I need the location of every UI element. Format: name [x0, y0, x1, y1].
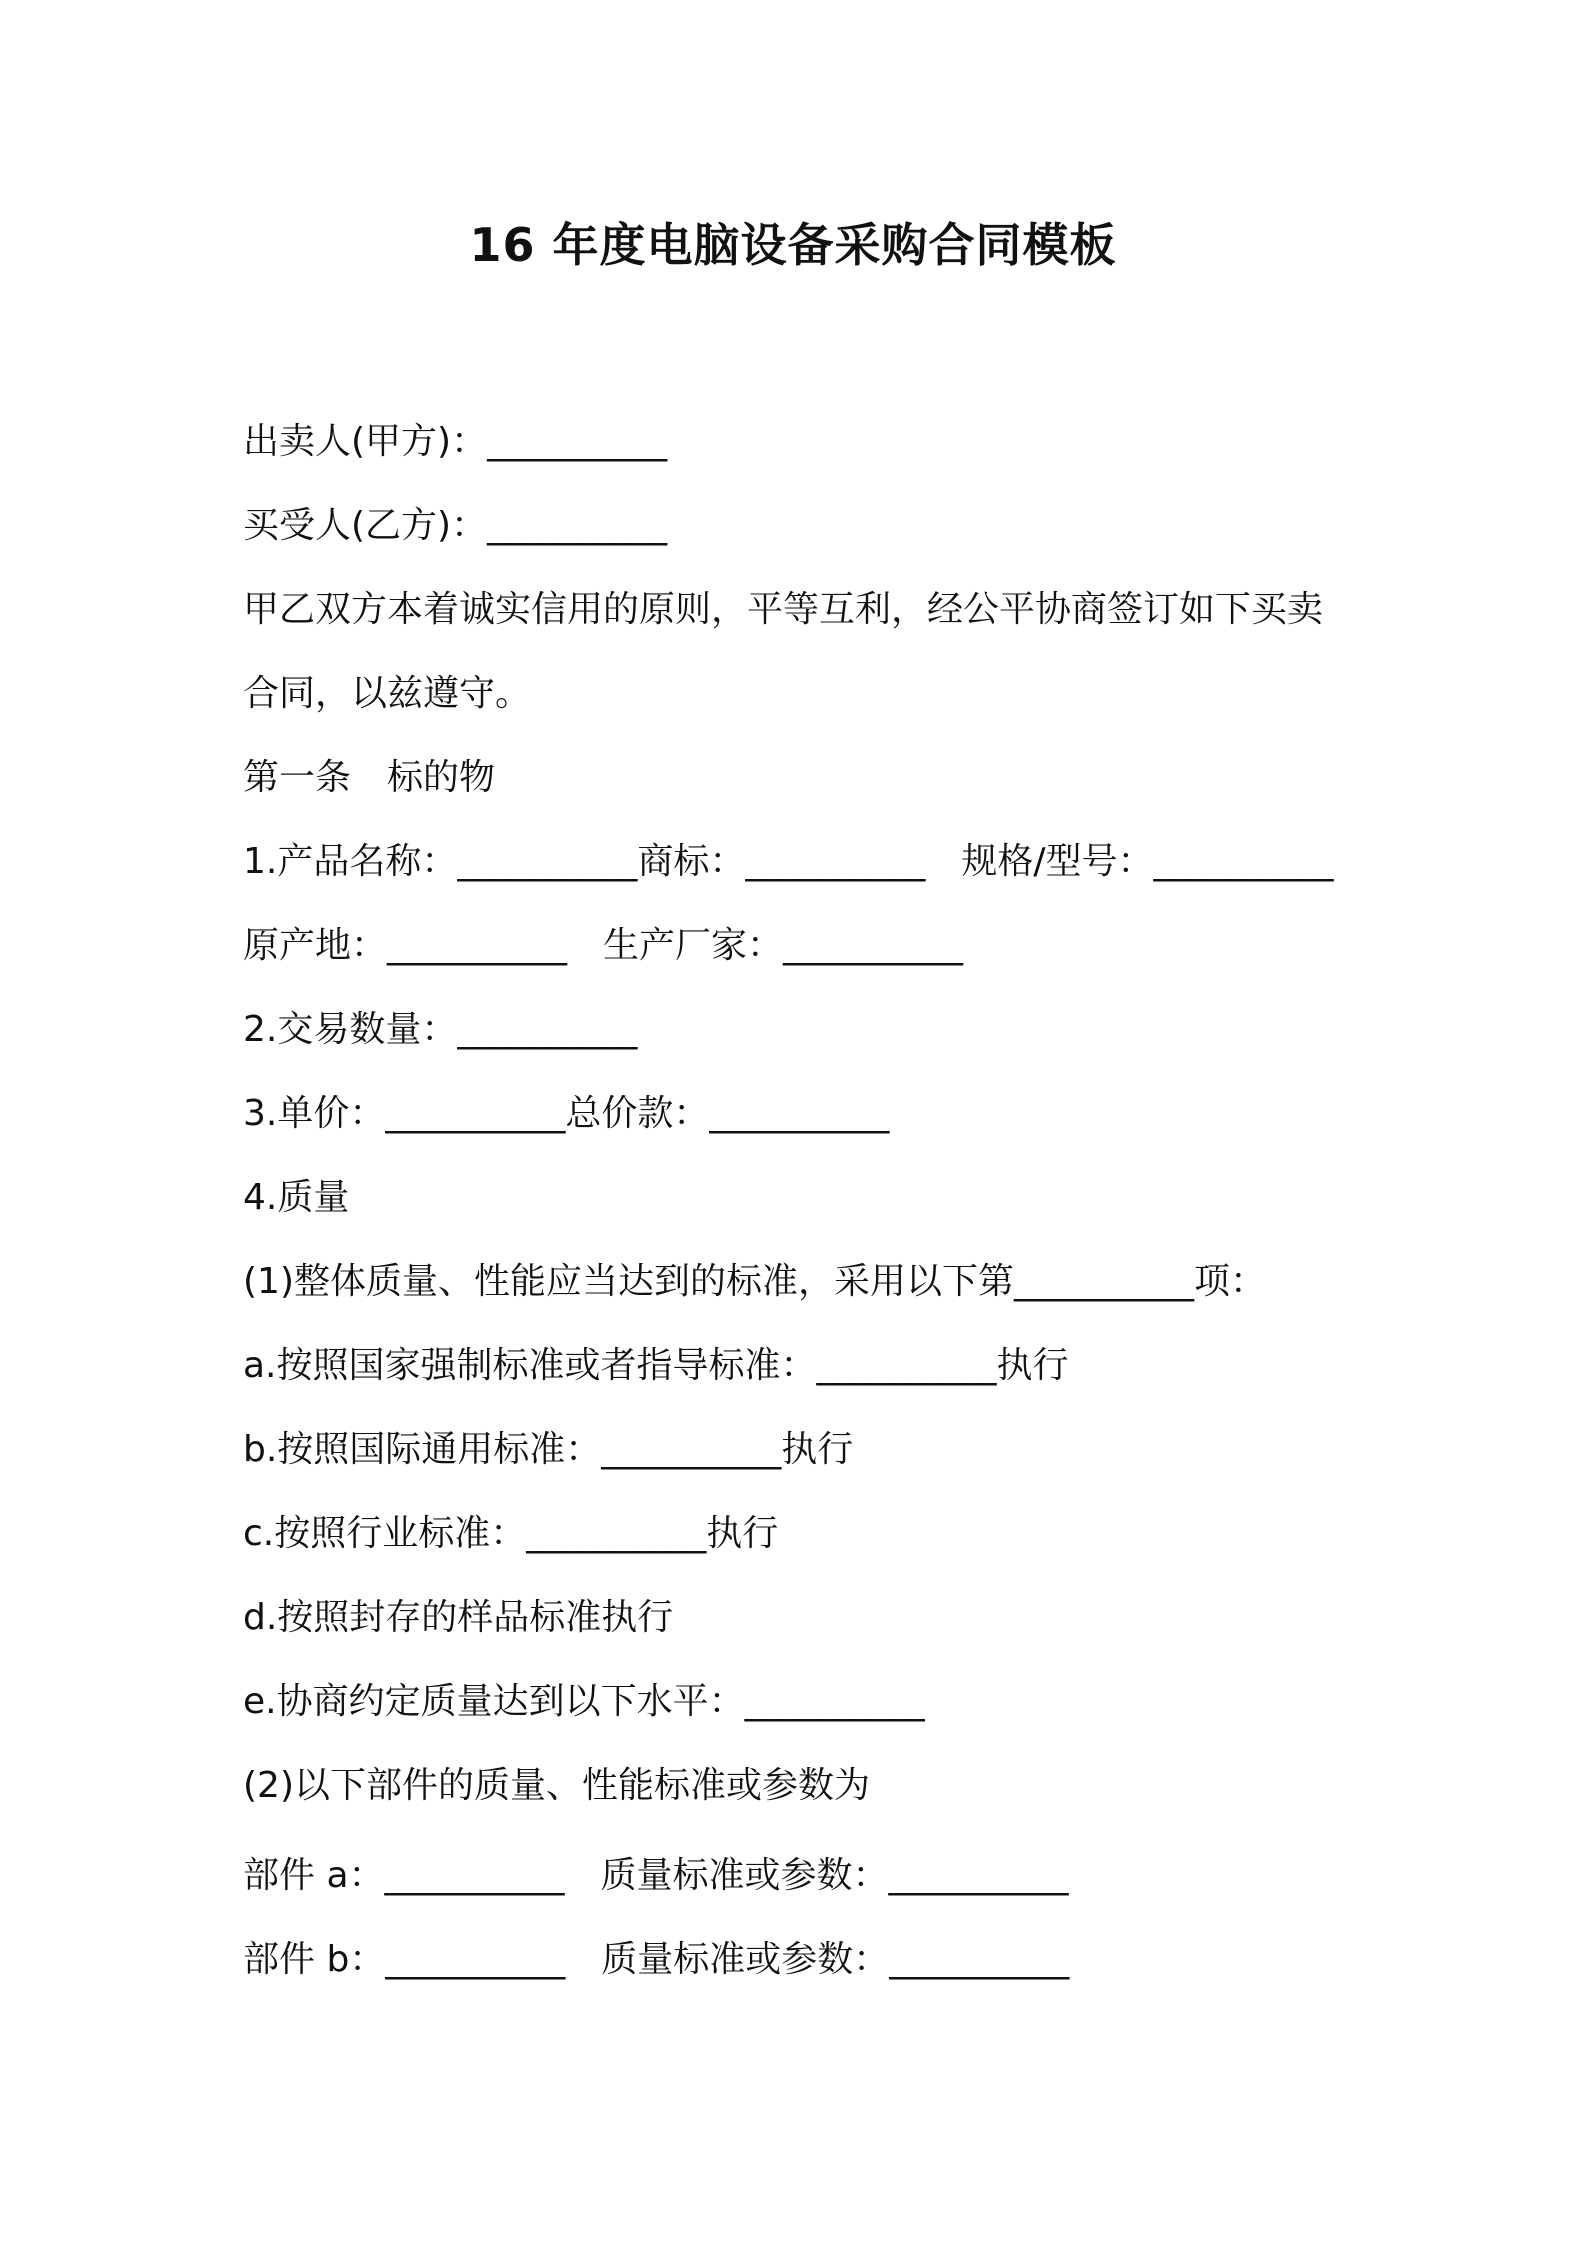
quality-standard-line: (1)整体质量、性能应当达到的标准，采用以下第__________项：	[243, 1261, 1266, 1302]
article-1-heading: 第一条 标的物	[243, 757, 496, 798]
preamble-line-2: 合同，以兹遵守。	[243, 673, 532, 714]
quality-option-b: b.按照国际通用标准：__________执行	[243, 1429, 854, 1470]
document-body	[243, 400, 1363, 2002]
product-name-line: 1.产品名称：__________商标：__________ 规格/型号：__________	[243, 841, 1334, 882]
document-title: 16 年度电脑设备采购合同模板	[469, 218, 1117, 272]
quality-option-a: a.按照国家强制标准或者指导标准：__________执行	[243, 1345, 1069, 1386]
origin-manufacturer-line: 原产地：__________ 生产厂家：__________	[243, 925, 964, 966]
seller-line: 出卖人(甲方)：__________	[243, 421, 668, 462]
component-a-line: 部件 a：__________ 质量标准或参数：__________	[243, 1855, 1069, 1896]
preamble-line-1: 甲乙双方本着诚实信用的原则，平等互利，经公平协商签订如下买卖	[243, 589, 1324, 630]
buyer-line: 买受人(乙方)：__________	[243, 505, 668, 546]
quality-option-c: c.按照行业标准：__________执行	[243, 1513, 779, 1554]
quality-option-e: e.协商约定质量达到以下水平：__________	[243, 1681, 925, 1722]
quality-option-d: d.按照封存的样品标准执行	[243, 1597, 674, 1638]
quantity-line: 2.交易数量：__________	[243, 1009, 638, 1050]
quality-heading: 4.质量	[243, 1177, 350, 1218]
component-b-line: 部件 b：__________ 质量标准或参数：__________	[243, 1939, 1070, 1980]
component-heading: (2)以下部件的质量、性能标准或参数为	[243, 1765, 870, 1806]
price-line: 3.单价：__________总价款：__________	[243, 1093, 890, 1134]
